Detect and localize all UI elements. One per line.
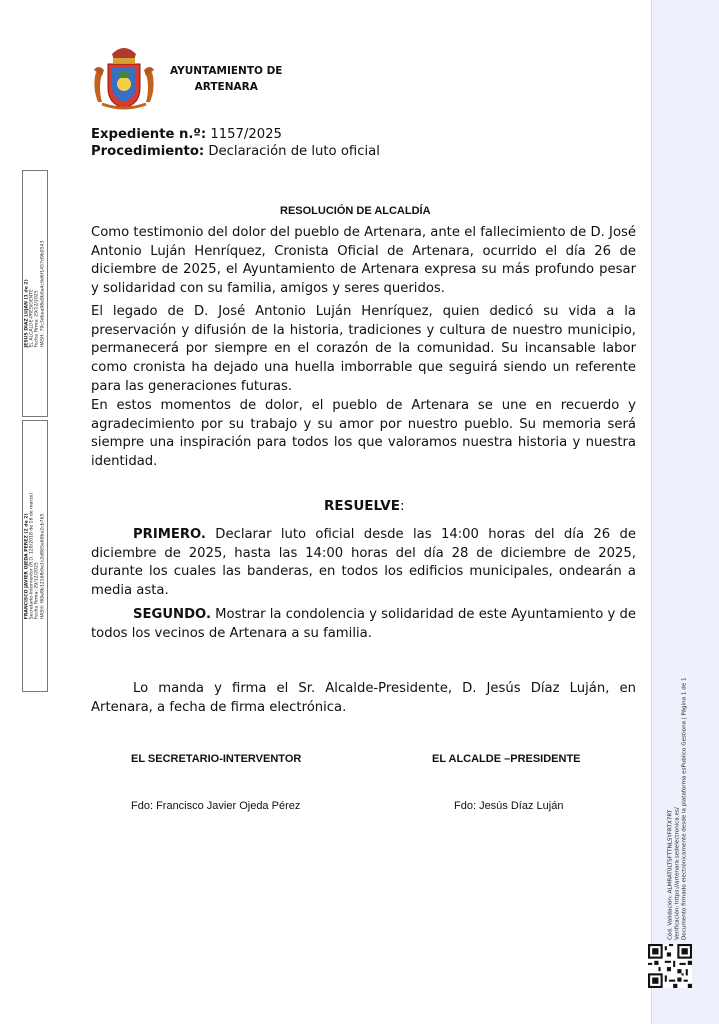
resuelve-label: RESUELVE bbox=[324, 498, 400, 514]
coat-of-arms-logo bbox=[88, 42, 160, 114]
organization-name bbox=[170, 63, 282, 95]
stamp-line: HASH: f69e8b1216fb9e3c2d865e60be2cb765 bbox=[40, 513, 46, 620]
expediente-label: Expediente n.º: bbox=[91, 127, 207, 142]
alcalde-name: Fdo: Jesús Díaz Luján bbox=[454, 800, 564, 812]
expediente-value: 1157/2025 bbox=[210, 127, 282, 142]
stamp-line: Secretario-Interventor (R.D. 128/2018 de 16 de marzo) bbox=[29, 492, 35, 620]
procedimiento-label: Procedimiento: bbox=[91, 144, 205, 159]
signature-stamp-secretario bbox=[22, 420, 48, 692]
stamp-line: FRANCISCO JAVIER OJEDA PEREZ (2 de 2) bbox=[24, 513, 30, 620]
stamp-line: Fecha Firma: 29/12/2025 bbox=[35, 562, 40, 620]
segundo-clause bbox=[91, 606, 636, 643]
paragraph-2: El legado de D. José Antonio Luján Henríquez, quien dedicó su vida a la preservación y difusión de la historia, tradiciones y cultura de nuestro municipio, permanecerá por siempre en el corazón de la comunidad. Su incansable labor como cronista ha dejado una huella imborrable que seguirá siendo un referente para las generaciones futuras. bbox=[91, 304, 636, 394]
closing-paragraph: Lo manda y firma el Sr. Alcalde-Presidente, D. Jesús Díaz Luján, en Artenara, a fecha de firma electrónica. bbox=[91, 681, 636, 715]
stamp-line: JESUS DIAZ LUJAN (1 de 2) bbox=[24, 278, 30, 347]
secretario-title: EL SECRETARIO-INTERVENTOR bbox=[131, 753, 302, 765]
verification-code: Cód. Validación: ALMRAT0LTSFTTNLSYFRTX7RT bbox=[667, 809, 674, 940]
org-line-2: ARTENARA bbox=[194, 81, 258, 93]
stamp-line: HASH: 79c3dbea98e9b0a4c9d6f1457d9b0543 bbox=[40, 240, 46, 347]
resolution-title: RESOLUCIÓN DE ALCALDÍA bbox=[280, 205, 431, 217]
primero-clause bbox=[91, 526, 636, 601]
segundo-label: SEGUNDO. bbox=[133, 607, 211, 622]
verification-url: Verificación: https://artenara.sedelectronica.es/ bbox=[674, 807, 681, 940]
signature-stamp-alcalde bbox=[22, 170, 48, 417]
resuelve-heading bbox=[324, 498, 405, 514]
primero-label: PRIMERO. bbox=[133, 527, 206, 542]
procedimiento-value: Declaración de luto oficial bbox=[208, 144, 380, 159]
org-line-1: AYUNTAMIENTO DE bbox=[170, 65, 283, 77]
procedimiento-line bbox=[91, 143, 380, 160]
qr-code bbox=[648, 944, 692, 988]
alcalde-title: EL ALCALDE –PRESIDENTE bbox=[432, 753, 581, 765]
verification-platform: Documento firmado electrónicamente desde la plataforma esPublico Gestiona | Página 1 de 1 bbox=[681, 677, 688, 940]
paragraph-1: Como testimonio del dolor del pueblo de Artenara, ante el fallecimiento de D. José Antonio Luján Henríquez, Cronista Oficial de Artenara, ocurrido el día 26 de diciembre de 2025, el Ayuntamiento de Artenara expresa su más profundo pesar y solidaridad con su familia, amigos y seres queridos. bbox=[91, 225, 636, 297]
verification-text bbox=[663, 640, 693, 940]
primero-text: Declarar luto oficial desde las 14:00 horas del día 26 de diciembre de 2025, hasta las 14:00 horas del día 28 de diciembre de 2025, durante los cuales las banderas, en todos los edificios municipales, ondearán a media asta. bbox=[91, 527, 636, 599]
expediente-line bbox=[91, 126, 380, 143]
segundo-text: Mostrar la condolencia y solidaridad de este Ayuntamiento y de todos los vecinos de Artenara a su familia. bbox=[91, 607, 636, 641]
paragraph-3: En estos momentos de dolor, el pueblo de Artenara se une en recuerdo y agradecimiento por su trabajo y su amor por nuestro pueblo. Su memoria será siempre una inspiración para todos los que valoramos nuestra historia y nuestra identidad. bbox=[91, 398, 636, 470]
stamp-line: EL ALCALDE-PRESIDENTE bbox=[29, 288, 35, 347]
secretario-name: Fdo: Francisco Javier Ojeda Pérez bbox=[131, 800, 301, 812]
stamp-line: Fecha Firma: 29/12/2025 bbox=[35, 289, 40, 347]
document-metadata bbox=[91, 126, 380, 160]
resuelve-colon: : bbox=[399, 498, 405, 514]
